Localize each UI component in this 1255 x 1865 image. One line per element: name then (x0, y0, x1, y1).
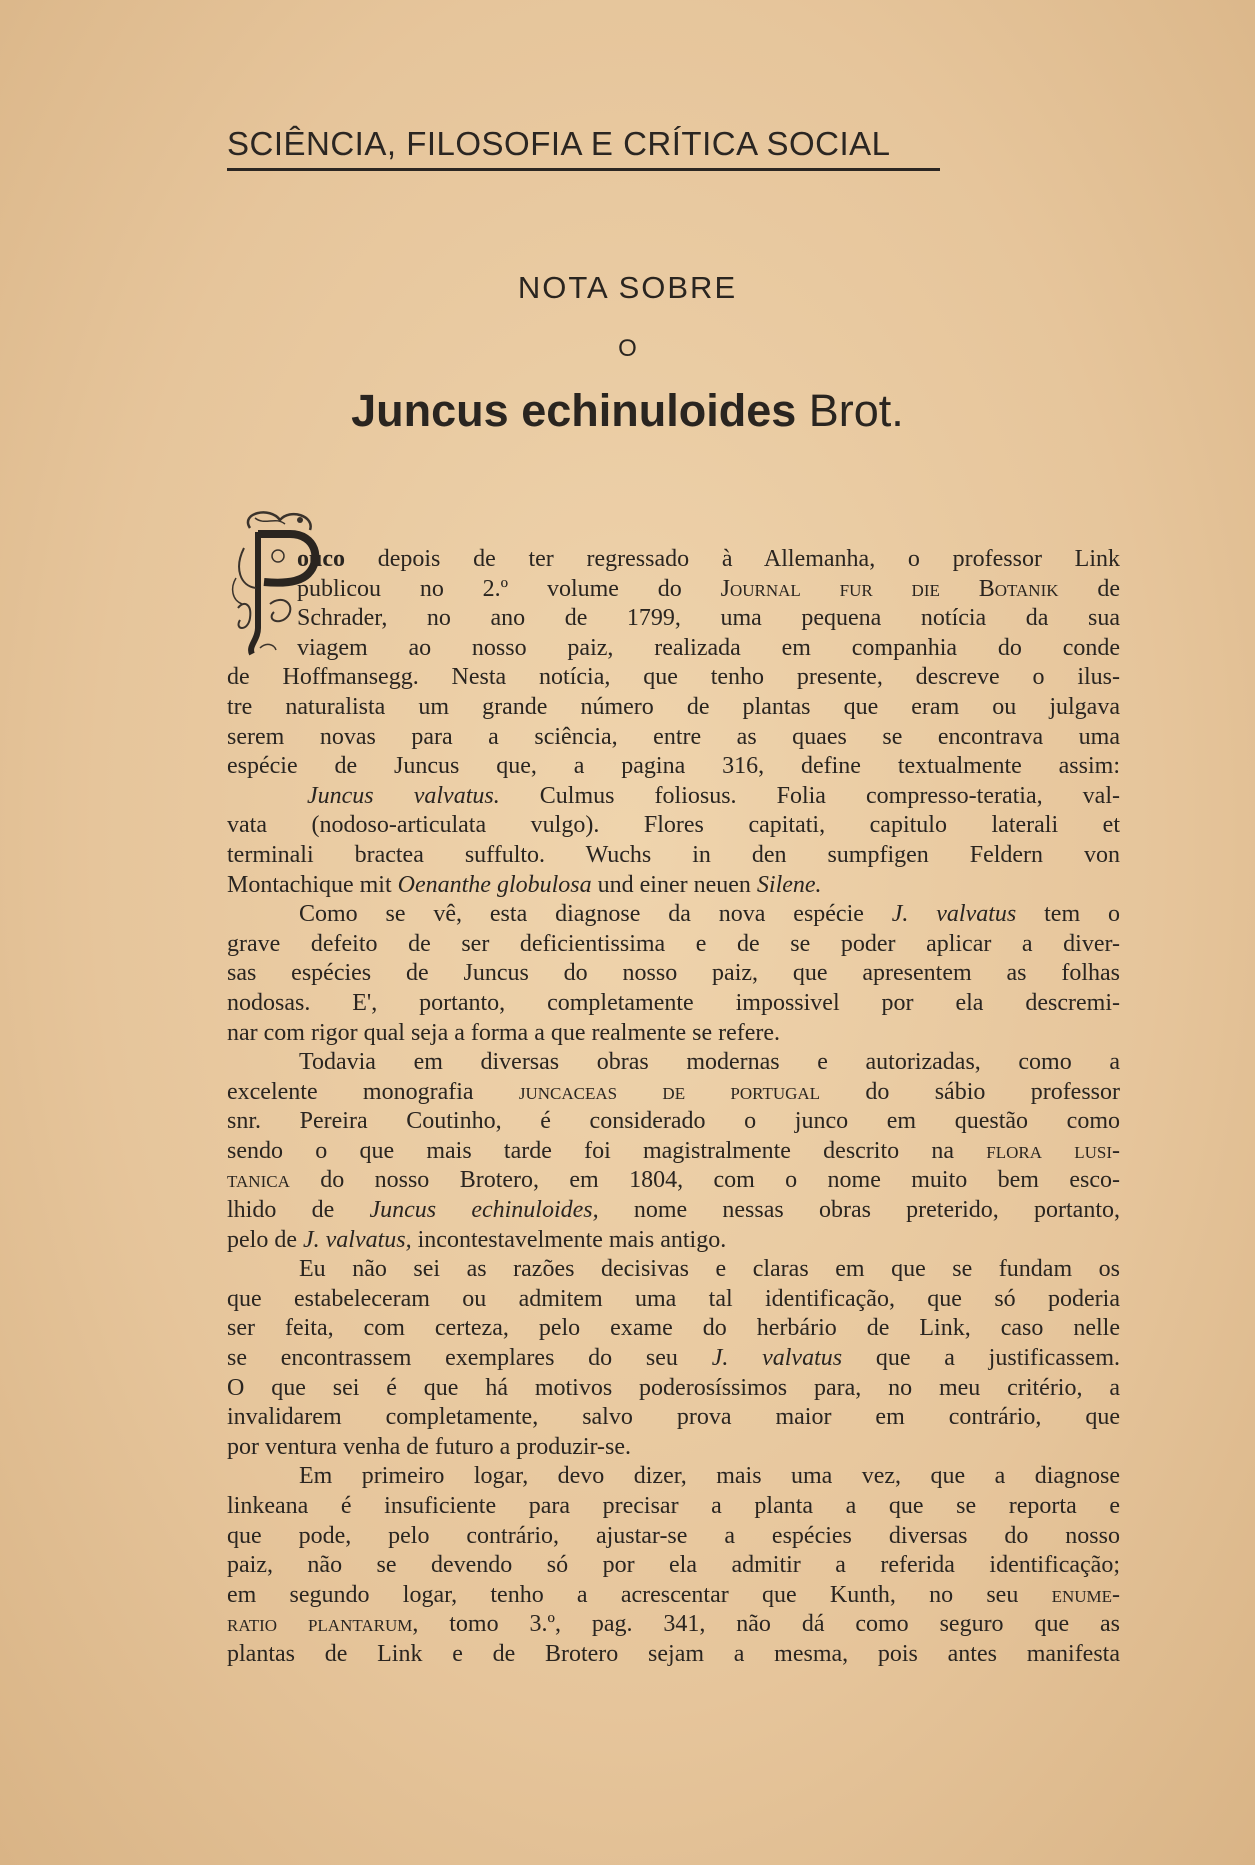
journal-title: Journal fur die Botanik (720, 575, 1059, 602)
text-line: O que sei é que há motivos poderosíssimos para, no meu critério, a (227, 1374, 1120, 1401)
text-line: grave defeito de ser deficientissima e de se poder aplicar a diver- (227, 930, 1120, 957)
text-line: que estabeleceram ou admitem uma tal identificação, que só poderia (227, 1285, 1120, 1312)
text-line: pelo de J. valvatus, incontestavelmente mais antigo. (227, 1226, 727, 1253)
main-title (0, 385, 1255, 437)
text-line: sas espécies de Juncus do nosso paiz, que apresentem as folhas (227, 960, 1120, 987)
text-line: Em primeiro logar, devo dizer, mais uma vez, que a diagnose (299, 1463, 1120, 1490)
title-line-1: NOTA SOBRE (517, 270, 738, 305)
running-head: SCIÊNCIA, FILOSOFIA E CRÍTICA SOCIAL (227, 122, 940, 171)
title-line-2: O (618, 335, 637, 362)
text-line: Eu não sei as razões decisivas e claras em que se fundam os (299, 1256, 1120, 1283)
text-line: serem novas para a sciência, entre as quaes se encontrava uma (227, 723, 1120, 750)
text-line: sendo o que mais tarde foi magistralmente descrito na flora lusi- (227, 1137, 1120, 1164)
text-line: se encontrassem exemplares do seu J. valvatus que a justificassem. (227, 1345, 1120, 1372)
text-line: excelente monografia juncaceas de portugal do sábio professor (227, 1078, 1121, 1105)
text-line: plantas de Link e de Brotero sejam a mesma, pois antes manifesta (227, 1640, 1120, 1667)
text-line: invalidarem completamente, salvo prova maior em contrário, que (227, 1404, 1120, 1431)
text-line: linkeana é insuficiente para precisar a planta a que se reporta e (227, 1493, 1120, 1519)
text-line: em segundo logar, tenho a acrescentar que Kunth, no seu enume- (227, 1581, 1120, 1608)
text-line: de Hoffmansegg. Nesta notícia, que tenho presente, descreve o ilus- (227, 664, 1120, 691)
text-line: Todavia em diversas obras modernas e autorizadas, como a (299, 1049, 1120, 1076)
text-line: terminali bractea suffulto. Wuchs in den sumpfigen Feldern von (227, 841, 1120, 868)
text-line: que pode, pelo contrário, ajustar-se a espécies diversas do nosso (227, 1522, 1120, 1549)
text-line: ser feita, com certeza, pelo exame do herbário de Link, caso nelle (227, 1315, 1120, 1342)
text-line: por ventura venha de futuro a produzir-se. (227, 1433, 632, 1460)
main-title-author: Brot. (808, 385, 904, 436)
text-line: Schrader, no ano de 1799, uma pequena notícia da sua (297, 605, 1120, 632)
text-line: lhido de Juncus echinuloides, nome nessas obras preterido, portanto, (227, 1197, 1120, 1224)
text-line: Juncus valvatus. Culmus foliosus. Folia compresso-teratia, val- (307, 782, 1120, 809)
text-line: ouco depois de ter regressado à Allemanha, o professor Link (297, 546, 1120, 572)
text-line: ratio plantarum, tomo 3.º, pag. 341, não dá como seguro que as (227, 1611, 1120, 1638)
text-line: Como se vê, esta diagnose da nova espécie J. valvatus tem o (299, 901, 1120, 928)
text-line: espécie de Juncus que, a pagina 316, define textualmente assim: (227, 753, 1120, 780)
text-line: tre naturalista um grande número de plantas que eram ou julgava (227, 693, 1120, 720)
text-line: publicou no 2.º volume do Journal fur die Botanik de (297, 575, 1121, 602)
text-line: Montachique mit Oenanthe globulosa und einer neuen Silene. (227, 871, 822, 898)
text-line: nodosas. E', portanto, completamente impossivel por ela descremi- (227, 989, 1120, 1016)
text-line: tanica do nosso Brotero, em 1804, com o nome muito bem esco- (227, 1167, 1120, 1194)
main-title-species: Juncus echinuloides (351, 385, 797, 436)
text-line: paiz, não se devendo só por ela admitir a referida identificação; (227, 1552, 1120, 1579)
text-line: nar com rigor qual seja a forma a que realmente se refere. (227, 1019, 781, 1046)
text-line: snr. Pereira Coutinho, é considerado o junco em questão como (227, 1108, 1120, 1135)
text-line: viagem ao nosso paiz, realizada em companhia do conde (297, 634, 1120, 661)
body-intro (227, 545, 1120, 1670)
text-line: vata (nodoso-articulata vulgo). Flores capitati, capitulo laterali et (227, 812, 1120, 839)
